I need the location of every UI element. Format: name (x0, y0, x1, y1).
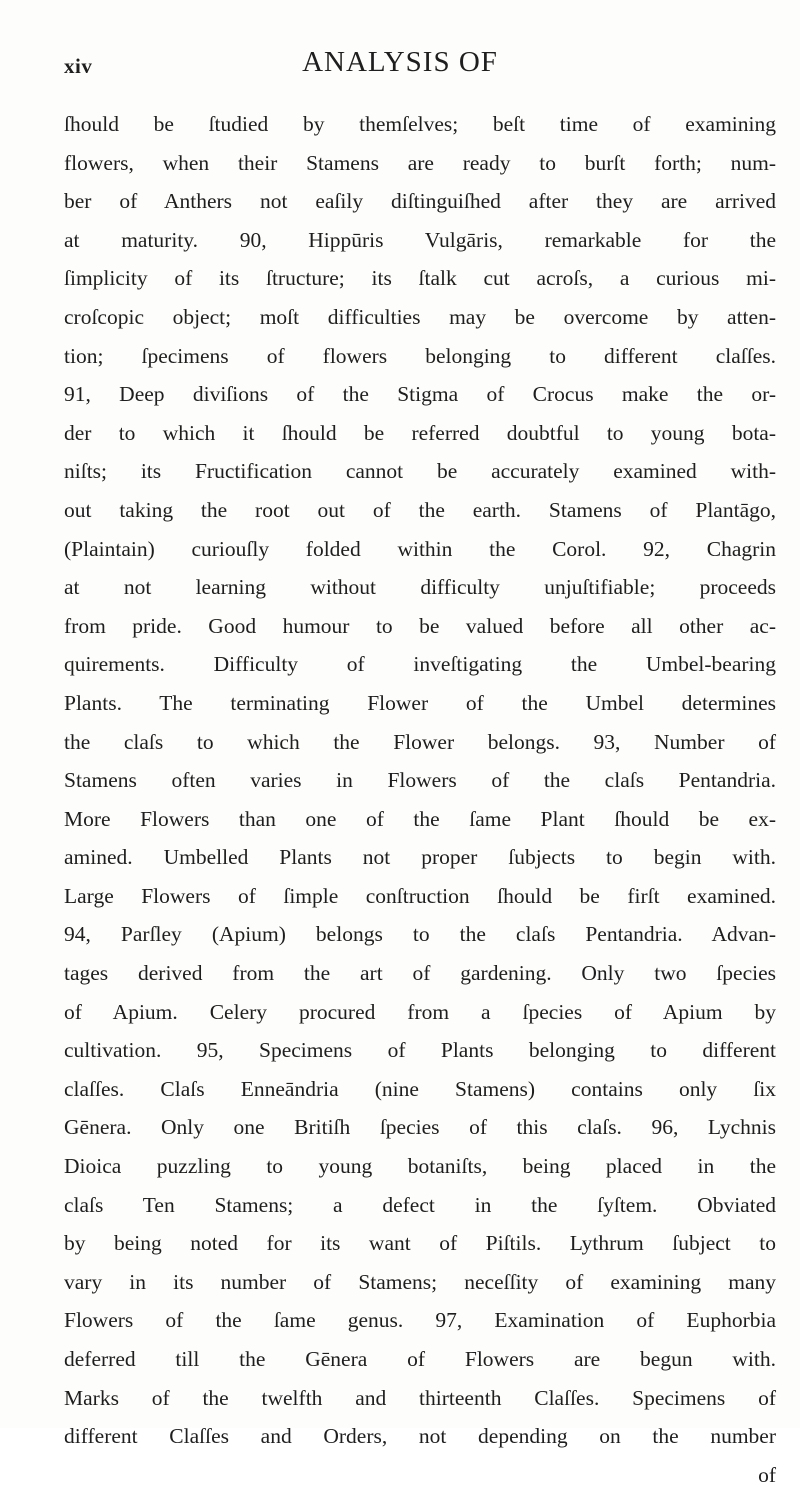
body-text (64, 105, 776, 1494)
text-line: Marks of the twelfth and thirteenth Claſſes. Specimens of (64, 1385, 776, 1410)
text-line: (Plaintain) curiouſly folded within the Corol. 92, Chagrin (64, 536, 776, 561)
text-line: ſhould be ſtudied by themſelves; beſt time of examining (64, 112, 776, 136)
text-line: Flowers of the ſame genus. 97, Examination of Euphorbia (64, 1308, 776, 1333)
text-line: amined. Umbelled Plants not proper ſubjects to begin with. (64, 845, 776, 870)
text-line: ber of Anthers not eaſily diſtinguiſhed after they are arrived (64, 189, 776, 214)
running-head: ANALYSIS OF (302, 46, 498, 78)
text-line: the claſs to which the Flower belongs. 93, Number of (64, 729, 776, 754)
text-line: tages derived from the art of gardening. Only two ſpecies (64, 961, 776, 986)
text-line: of Apium. Celery procured from a ſpecies of Apium by (64, 999, 776, 1024)
text-line: cultivation. 95, Specimens of Plants belonging to different (64, 1038, 776, 1063)
text-line: Stamens often varies in Flowers of the claſs Pentandria. (64, 768, 776, 793)
text-line: at not learning without difficulty unjuſtifiable; proceeds (64, 575, 776, 600)
text-line: from pride. Good humour to be valued before all other ac- (64, 613, 776, 638)
text-line: claſs Ten Stamens; a defect in the ſyſtem. Obviated (64, 1192, 776, 1217)
text-line: tion; ſpecimens of flowers belonging to different claſſes. (64, 343, 776, 368)
text-line: Large Flowers of ſimple conſtruction ſhould be firſt examined. (64, 883, 776, 908)
text-line: niſts; its Fructification cannot be accurately examined with- (64, 459, 776, 484)
text-line: Plants. The terminating Flower of the Umbel determines (64, 690, 776, 715)
text-line: flowers, when their Stamens are ready to burſt forth; num- (64, 150, 776, 175)
catchword: of (758, 1462, 776, 1487)
text-line: ſimplicity of its ſtructure; its ſtalk cut acroſs, a curious mi- (64, 266, 776, 291)
text-line: der to which it ſhould be referred doubtful to young bota- (64, 420, 776, 445)
text-line: croſcopic object; moſt difficulties may be overcome by atten- (64, 304, 776, 329)
text-line: More Flowers than one of the ſame Plant ſhould be ex- (64, 806, 776, 831)
page-header (0, 40, 800, 92)
text-line: vary in its number of Stamens; neceſſity of examining many (64, 1269, 776, 1294)
page-number: xiv (64, 54, 93, 78)
text-line: 91, Deep diviſions of the Stigma of Crocus make the or- (64, 382, 776, 407)
text-line: deferred till the Gēnera of Flowers are begun with. (64, 1347, 776, 1371)
text-line: Dioica puzzling to young botaniſts, being placed in the (64, 1154, 776, 1179)
text-line: different Claſſes and Orders, not depending on the number (64, 1424, 776, 1449)
text-line: by being noted for its want of Piſtils. Lythrum ſubject to (64, 1231, 776, 1256)
text-line: Gēnera. Only one Britiſh ſpecies of this claſs. 96, Lychnis (64, 1115, 776, 1140)
text-line: 94, Parſley (Apium) belongs to the claſs Pentandria. Advan- (64, 922, 776, 947)
text-line: claſſes. Claſs Enneāndria (nine Stamens) contains only ſix (64, 1076, 776, 1101)
text-line: at maturity. 90, Hippūris Vulgāris, remarkable for the (64, 227, 776, 252)
text-line: out taking the root out of the earth. Stamens of Plantāgo, (64, 497, 776, 522)
text-line: quirements. Difficulty of inveſtigating the Umbel-bearing (64, 652, 776, 677)
